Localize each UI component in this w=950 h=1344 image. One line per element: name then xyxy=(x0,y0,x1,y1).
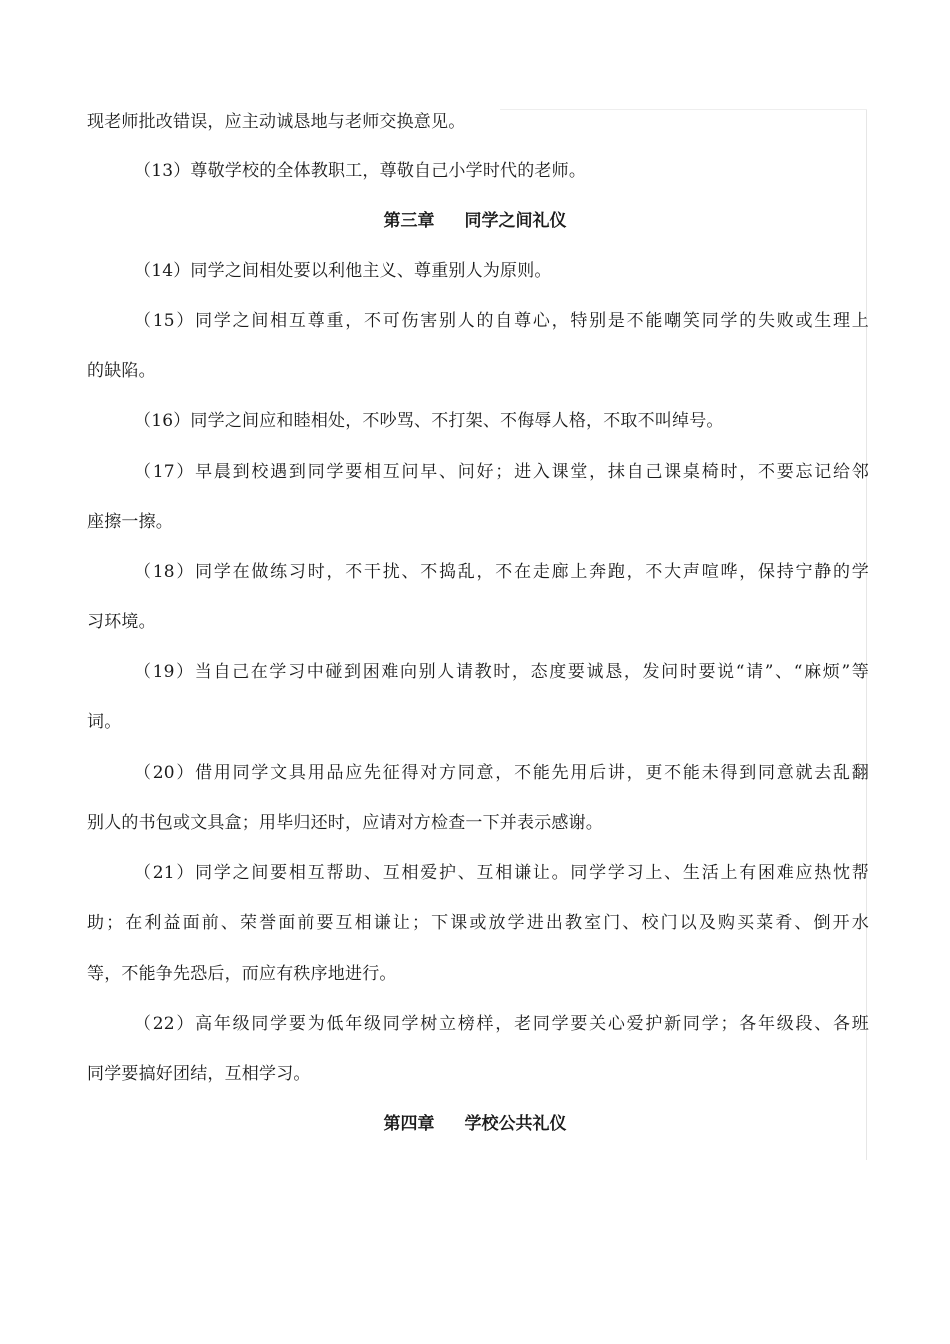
chapter-number: 第四章 xyxy=(383,1114,435,1134)
text-line: 现老师批改错误，应主动诚恳地与老师交换意见。 xyxy=(87,112,466,132)
text-line: 词。 xyxy=(87,712,122,732)
text-line: （22）高年级同学要为低年级同学树立榜样，老同学要关心爱护新同学；各年级段、各班 xyxy=(134,1014,869,1034)
text-line: （21）同学之间要相互帮助、互相爱护、互相谦让。同学学习上、生活上有困难应热忱帮 xyxy=(134,863,869,883)
chapter-title: 同学之间礼仪 xyxy=(464,211,567,231)
text-line: 的缺陷。 xyxy=(87,361,156,381)
chapter-title: 学校公共礼仪 xyxy=(464,1114,567,1134)
text-line: （19）当自己在学习中碰到困难向别人请教时，态度要诚恳，发问时要说“请”、“麻烦”等 xyxy=(134,662,869,682)
text-line: （15）同学之间相互尊重，不可伤害别人的自尊心，特别是不能嘲笑同学的失败或生理上 xyxy=(134,311,869,331)
text-line: 别人的书包或文具盒；用毕归还时，应请对方检查一下并表示感谢。 xyxy=(87,813,603,833)
text-line: 等，不能争先恐后，而应有秩序地进行。 xyxy=(87,964,397,984)
text-line: （16）同学之间应和睦相处，不吵骂、不打架、不侮辱人格，不取不叫绰号。 xyxy=(134,411,724,431)
text-line: （18）同学在做练习时，不干扰、不捣乱，不在走廊上奔跑，不大声喧哗，保持宁静的学 xyxy=(134,562,869,582)
text-line: 习环境。 xyxy=(87,612,156,632)
chapter-heading xyxy=(0,1112,950,1136)
text-line: （17）早晨到校遇到同学要相互问早、问好；进入课堂，抹自己课桌椅时，不要忘记给邻 xyxy=(134,462,869,482)
text-line: （14）同学之间相处要以利他主义、尊重别人为原则。 xyxy=(134,261,552,281)
text-line: 座擦一擦。 xyxy=(87,512,173,532)
chapter-heading xyxy=(0,209,950,233)
text-line: （20）借用同学文具用品应先征得对方同意，不能先用后讲，更不能未得到同意就去乱翻 xyxy=(134,763,869,783)
text-line: 助；在利益面前、荣誉面前要互相谦让；下课或放学进出教室门、校门以及购买菜肴、倒开水 xyxy=(87,913,869,933)
chapter-number: 第三章 xyxy=(383,211,435,231)
text-line: 同学要搞好团结，互相学习。 xyxy=(87,1064,311,1084)
text-line: （13）尊敬学校的全体教职工，尊敬自己小学时代的老师。 xyxy=(134,161,587,181)
